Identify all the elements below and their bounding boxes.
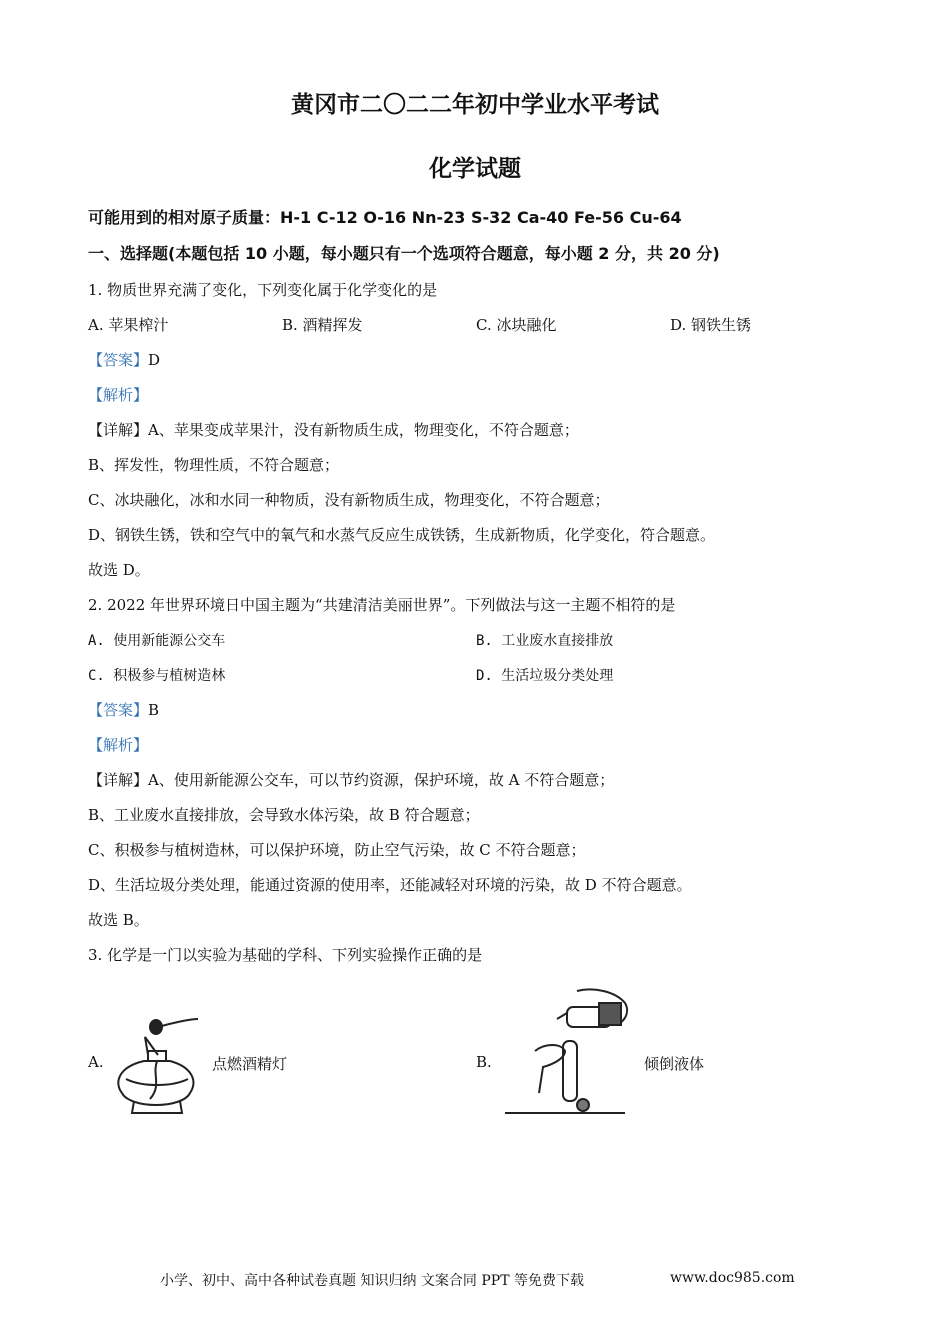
q3-stem: 3. 化学是一门以实验为基础的学科、下列实验操作正确的是 xyxy=(88,946,483,964)
answer-tag: 【答案】 xyxy=(88,351,149,369)
answer-tag: 【答案】 xyxy=(88,701,149,719)
q1-stem: 1. 物质世界充满了变化，下列变化属于化学变化的是 xyxy=(88,281,438,299)
q1-conclusion: 故选 D。 xyxy=(88,561,150,579)
q2-analysis-tag: 【解析】 xyxy=(88,736,149,754)
q1-answer-value: D xyxy=(148,351,161,369)
q2-option-d: D. 生活垃圾分类处理 xyxy=(476,668,614,684)
q2-conclusion: 故选 B。 xyxy=(88,911,149,929)
detail-tag: 【详解】 xyxy=(88,421,149,439)
alcohol-lamp-lighting-illustration xyxy=(112,1015,204,1117)
q1-detail-2: B、挥发性，物理性质，不符合题意； xyxy=(88,456,340,474)
subject-title: 化学试题 xyxy=(429,156,521,182)
atomic-masses: 可能用到的相对原子质量：H-1 C-12 O-16 Nn-23 S-32 Ca-40 Fe-56 Cu-64 xyxy=(88,208,682,227)
section-one-heading: 一、选择题(本题包括 10 小题，每小题只有一个选项符合题意，每小题 2 分，共 20 分) xyxy=(88,244,720,263)
pouring-liquid-illustration xyxy=(505,985,645,1117)
q1-answer xyxy=(88,349,160,370)
q2-detail-1: 【详解】A、使用新能源公交车，可以节约资源，保护环境，故 A 不符合题意； xyxy=(88,771,615,789)
q2-detail-2: B、工业废水直接排放，会导致水体污染，故 B 符合题意； xyxy=(88,806,480,824)
exam-title: 黄冈市二〇二二年初中学业水平考试 xyxy=(291,92,659,118)
q1-option-c: C. 冰块融化 xyxy=(476,316,557,334)
q1-detail-1: 【详解】A、苹果变成苹果汁，没有新物质生成，物理变化，不符合题意； xyxy=(88,421,579,439)
q2-answer xyxy=(88,699,159,720)
q1-option-d: D. 钢铁生锈 xyxy=(670,316,752,334)
detail-tag: 【详解】 xyxy=(88,771,149,789)
q3-option-b-letter: B. xyxy=(476,1053,492,1071)
q3-option-a-letter: A. xyxy=(88,1053,104,1071)
q1-detail-4: D、钢铁生锈，铁和空气中的氧气和水蒸气反应生成铁锈，生成新物质，化学变化，符合题意。 xyxy=(88,526,716,544)
q2-answer-value: B xyxy=(148,701,160,719)
q2-option-a: A. 使用新能源公交车 xyxy=(88,633,226,649)
footer-website[interactable]: www.doc985.com xyxy=(670,1270,795,1286)
q3-option-b-caption: 倾倒液体 xyxy=(644,1055,705,1073)
q2-option-b: B. 工业废水直接排放 xyxy=(476,633,614,649)
q1-option-b: B. 酒精挥发 xyxy=(282,316,363,334)
q2-detail-3: C、积极参与植树造林，可以保护环境，防止空气污染，故 C 不符合题意； xyxy=(88,841,586,859)
q1-analysis-tag: 【解析】 xyxy=(88,386,149,404)
q3-option-a-caption: 点燃酒精灯 xyxy=(212,1055,288,1073)
q1-detail-3: C、冰块融化，冰和水同一种物质，没有新物质生成，物理变化，不符合题意； xyxy=(88,491,610,509)
q2-option-c: C. 积极参与植树造林 xyxy=(88,668,226,684)
q2-detail-4: D、生活垃圾分类处理，能通过资源的使用率，还能减轻对环境的污染，故 D 不符合题意。 xyxy=(88,876,692,894)
q2-stem: 2. 2022 年世界环境日中国主题为“共建清洁美丽世界”。下列做法与这一主题不相符的是 xyxy=(88,596,676,614)
footer-promo-text: 小学、初中、高中各种试卷真题 知识归纳 文案合同 PPT 等免费下载 xyxy=(160,1273,584,1289)
q1-option-a: A. 苹果榨汁 xyxy=(88,316,169,334)
